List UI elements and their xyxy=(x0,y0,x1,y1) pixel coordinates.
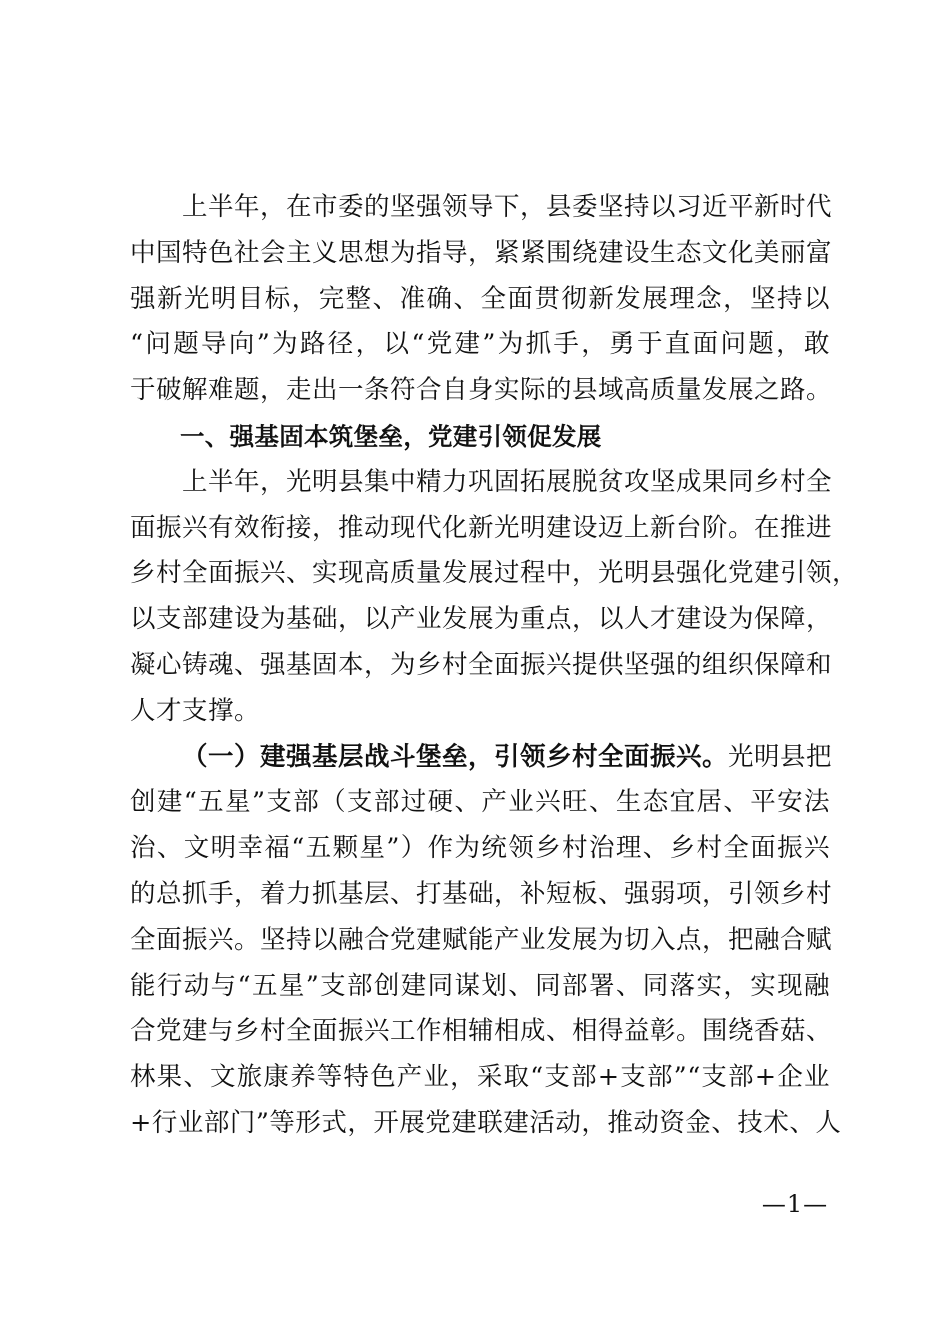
paragraph-line: 凝心铸魂、强基固本，为乡村全面振兴提供坚强的组织保障和 xyxy=(130,649,833,680)
paragraph-line: 全面振兴。坚持以融合党建赋能产业发展为切入点，把融合赋 xyxy=(130,924,833,955)
paragraph-line: 治、文明幸福“五颗星”）作为统领乡村治理、乡村全面振兴 xyxy=(130,833,830,864)
paragraph-line: 上半年，在市委的坚强领导下，县委坚持以习近平新时代 xyxy=(182,192,833,222)
paragraph-line: 中国特色社会主义思想为指导，紧紧围绕建设生态文化美丽富 xyxy=(130,237,833,268)
paragraph-line: +行业部门”等形式，开展党建联建活动，推动资金、技术、人 xyxy=(130,1107,842,1138)
section-heading: 一、强基固本筑堡垒，党建引领促发展 xyxy=(180,421,602,451)
subsection-heading: （一）建强基层战斗堡垒，引领乡村全面振兴。 xyxy=(182,741,729,772)
paragraph-line: 面振兴有效衔接，推动现代化新光明建设迈上新台阶。在推进 xyxy=(130,512,833,543)
paragraph-line: 上半年，光明县集中精力巩固拓展脱贫攻坚成果同乡村全 xyxy=(182,466,833,497)
paragraph-line: 人才支撑。 xyxy=(130,695,261,726)
document-body xyxy=(130,185,859,1147)
paragraph-line: 创建“五星”支部（支部过硬、产业兴旺、生态宜居、平安法 xyxy=(130,787,830,818)
paragraph-line: 的总抓手，着力抓基层、打基础，补短板、强弱项，引领乡村 xyxy=(130,878,833,909)
paragraph-line: 乡村全面振兴、实现高质量发展过程中，光明县强化党建引领， xyxy=(130,558,859,589)
subsection-lead-text: 光明县把 xyxy=(728,741,833,772)
paragraph-line: 以支部建设为基础，以产业发展为重点，以人才建设为保障， xyxy=(130,604,833,635)
paragraph-line: 于破解难题，走出一条符合自身实际的县域高质量发展之路。 xyxy=(130,375,833,406)
paragraph-line: 能行动与“五星”支部创建同谋划、同部署、同落实，实现融 xyxy=(130,970,830,1001)
paragraph-line: “问题导向”为路径，以“党建”为抓手，勇于直面问题，敢 xyxy=(130,329,830,360)
paragraph-line: 合党建与乡村全面振兴工作相辅相成、相得益彰。围绕香菇、 xyxy=(130,1016,833,1047)
paragraph-line: 强新光明目标，完整、准确、全面贯彻新发展理念，坚持以 xyxy=(130,283,830,314)
subsection-line xyxy=(130,735,833,781)
paragraph-line: 林果、文旅康养等特色产业，采取“支部+支部”“支部+企业 xyxy=(130,1062,830,1093)
page-number: —1— xyxy=(761,1190,829,1218)
